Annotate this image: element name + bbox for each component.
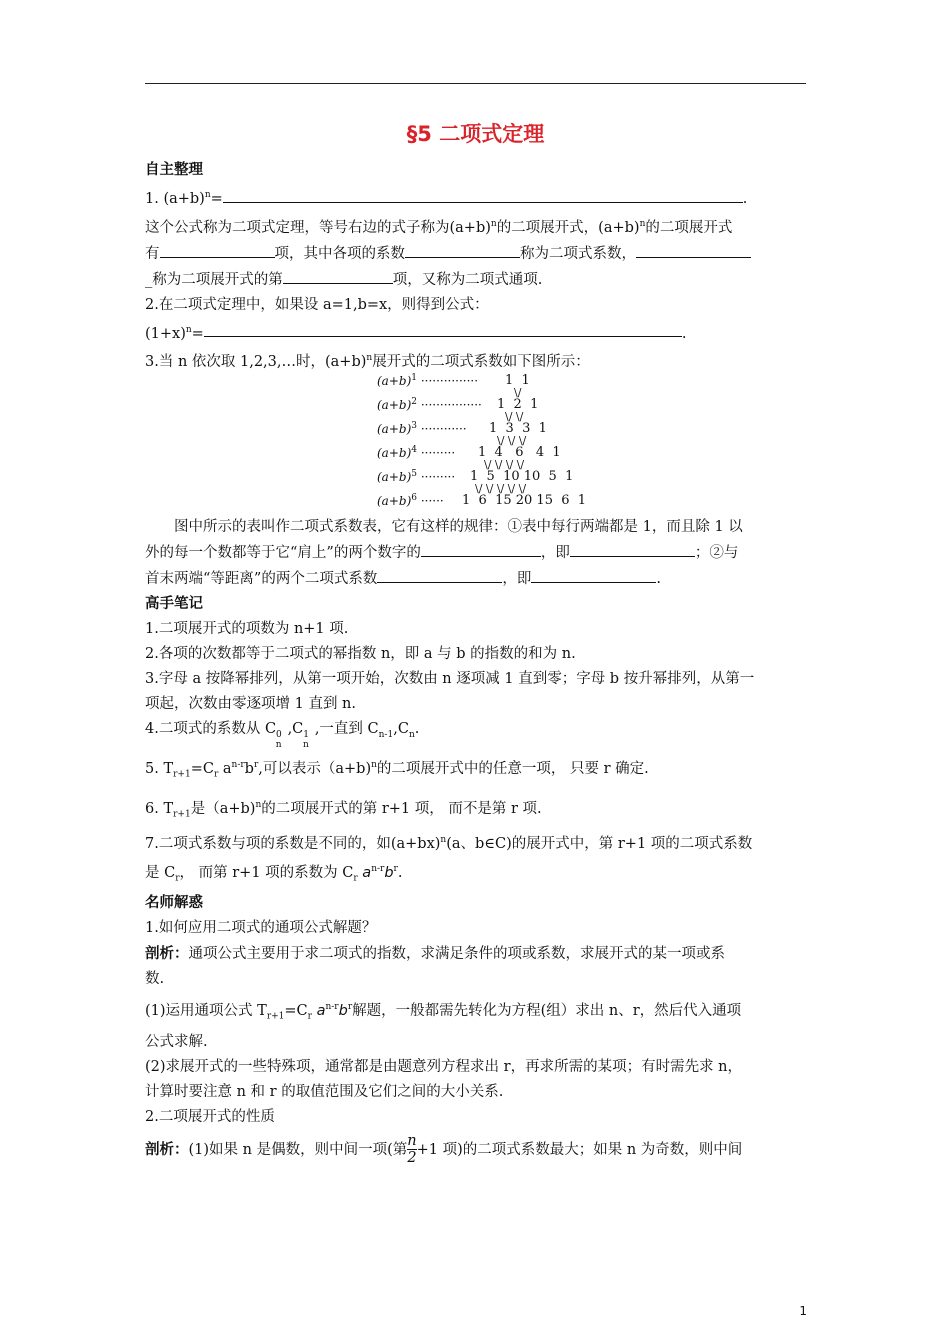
note-2: 2.各项的次数都等于二项式的幂指数 n，即 a 与 b 的指数的和为 n.: [145, 646, 576, 663]
jiehuo-a1b: 数.: [145, 970, 165, 987]
pascal-triangle-figure: [145, 375, 806, 515]
fraction: $\frac{n}{2}$: [407, 1133, 417, 1167]
note-6: 6. $T_{r+1}$是（a+b)$^n$的二项展开式的第 r+1 项， 而不是第 r 项.: [145, 800, 542, 821]
page-title: §5 二项式定理: [406, 122, 545, 146]
section-heading-notes: 高手笔记: [145, 596, 203, 613]
fill-blank[interactable]: [377, 566, 502, 583]
note-3b: 项起，次数由零逐项增 1 直到 n.: [145, 696, 356, 713]
triangle-row: $(a+b)^1$ ··············· 1 1 \/: [377, 373, 530, 400]
page-number: 1: [799, 1304, 807, 1318]
zizhu-line-3: 有 项，其中各项的系数 称为二项式系数，: [145, 241, 806, 267]
fill-blank[interactable]: [531, 566, 656, 583]
zizhu-para-3: 首末两端“等距离”的两个二项式系数 ，即 .: [145, 566, 806, 592]
zizhu-line-1: 1. $(a+b)^n=$ .: [145, 183, 806, 212]
jiehuo-q2: 2.二项展开式的性质: [145, 1108, 275, 1125]
note-7a: 7.二项式系数与项的系数是不同的，如$(a+bx)^n(a$、b∈C)的展开式中，第 r+1 项的二项式系数: [145, 835, 753, 852]
zizhu-para-2: 外的每一个数都等于它“肩上”的两个数字的 ，即 ；②与: [145, 540, 806, 566]
triangle-row: $(a+b)^2$ ················ 1 2 1 \/ \/: [377, 397, 539, 424]
header-rule: [145, 83, 806, 84]
jiehuo-q1: 1.如何应用二项式的通项公式解题？: [145, 919, 377, 936]
jiehuo-b2: (2)求展开式的一些特殊项，通常都是由题意列方程求出 r，再求所需的某项；有时需先求 n，: [145, 1058, 743, 1075]
zizhu-line-5: 2.在二项式定理中，如果设 a=1,b=x，则得到公式：: [145, 296, 489, 313]
fill-blank[interactable]: [204, 320, 682, 337]
note-3a: 3.字母 a 按降幂排列，从第一项开始，次数由 n 逐项减 1 直到零；字母 b 按升幂排列，从第一: [145, 671, 755, 688]
note-7b: 是 $C_r$， 而第 r+1 项的系数为 $C_r$ $a^{n-r}b^r$.: [145, 863, 403, 884]
section-heading-jiehuo: 名师解惑: [145, 894, 203, 911]
note-4: 4.二项式的系数从 $C_{0n},C_{1n}$,一直到 $C_{n-1},C_n$.: [145, 721, 420, 751]
fill-blank[interactable]: [283, 267, 393, 284]
triangle-row: $(a+b)^3$ ············ 1 3 3 1 \/ \/ \/: [377, 421, 547, 448]
fill-blank[interactable]: [570, 540, 695, 557]
fill-blank[interactable]: [223, 186, 743, 203]
jiehuo-a1: 剖析：通项公式主要用于求二项式的指数，求满足条件的项或系数，求展开式的某一项或系: [145, 944, 725, 962]
zizhu-line-6: $(1+x)^n=$ .: [145, 318, 806, 347]
triangle-row: $(a+b)^4$ ········· 1 4 6 4 1 \/ \/ \/ \/: [377, 445, 561, 472]
zizhu-para-1: 图中所示的表叫作二项式系数表，它有这样的规律：①表中每行两端都是 1，而且除 1 以: [174, 519, 743, 536]
section-heading-zizhu: 自主整理: [145, 162, 203, 178]
fill-blank[interactable]: [636, 241, 751, 258]
jiehuo-a2: 剖析：(1)如果 n 是偶数，则中间一项(第 $\frac{n}{2}$ +1 项)的二项式系数最大；如果 n 为奇数，则中间: [145, 1133, 743, 1167]
fill-blank[interactable]: [160, 241, 275, 258]
jiehuo-b1d: 公式求解.: [145, 1033, 208, 1050]
zizhu-line-7: 3.当 n 依次取 1,2,3,…时，$(a+b)^n$展开式的二项式系数如下图所示：: [145, 353, 590, 371]
document-body: [145, 120, 806, 1170]
triangle-row: $(a+b)^5$ ········· 1 5 10 10 5 1 \/ \/ \/ \/ \/: [377, 469, 574, 496]
jiehuo-b1: (1)运用通项公式 $T_{r+1}=C_r$ $a^{n-r}b^r$解题，一般都需先转化为方程(组）求出 n、r，然后代入通项: [145, 1001, 742, 1022]
note-5: 5. $T_{r+1}=C_r$ $a^{n-r}b^r$,可以表示（a+b)$^n$的二项展开式中的任意一项， 只要 r 确定.: [145, 760, 649, 781]
triangle-row: $(a+b)^6$ ······ 1 6 15 20 15 6 1: [377, 493, 587, 509]
fill-blank[interactable]: [421, 540, 541, 557]
note-1: 1.二项展开式的项数为 n+1 项.: [145, 621, 349, 638]
zizhu-line-4: _称为二项展开式的第 项，又称为二项式通项.: [145, 267, 806, 293]
fill-blank[interactable]: [405, 241, 520, 258]
zizhu-line-2: 这个公式称为二项式定理，等号右边的式子称为$(a+b)^n$的二项展开式，$(a+b)^n$的二项展开式: [145, 218, 733, 236]
jiehuo-b2b: 计算时要注意 n 和 r 的取值范围及它们之间的大小关系.: [145, 1083, 504, 1100]
